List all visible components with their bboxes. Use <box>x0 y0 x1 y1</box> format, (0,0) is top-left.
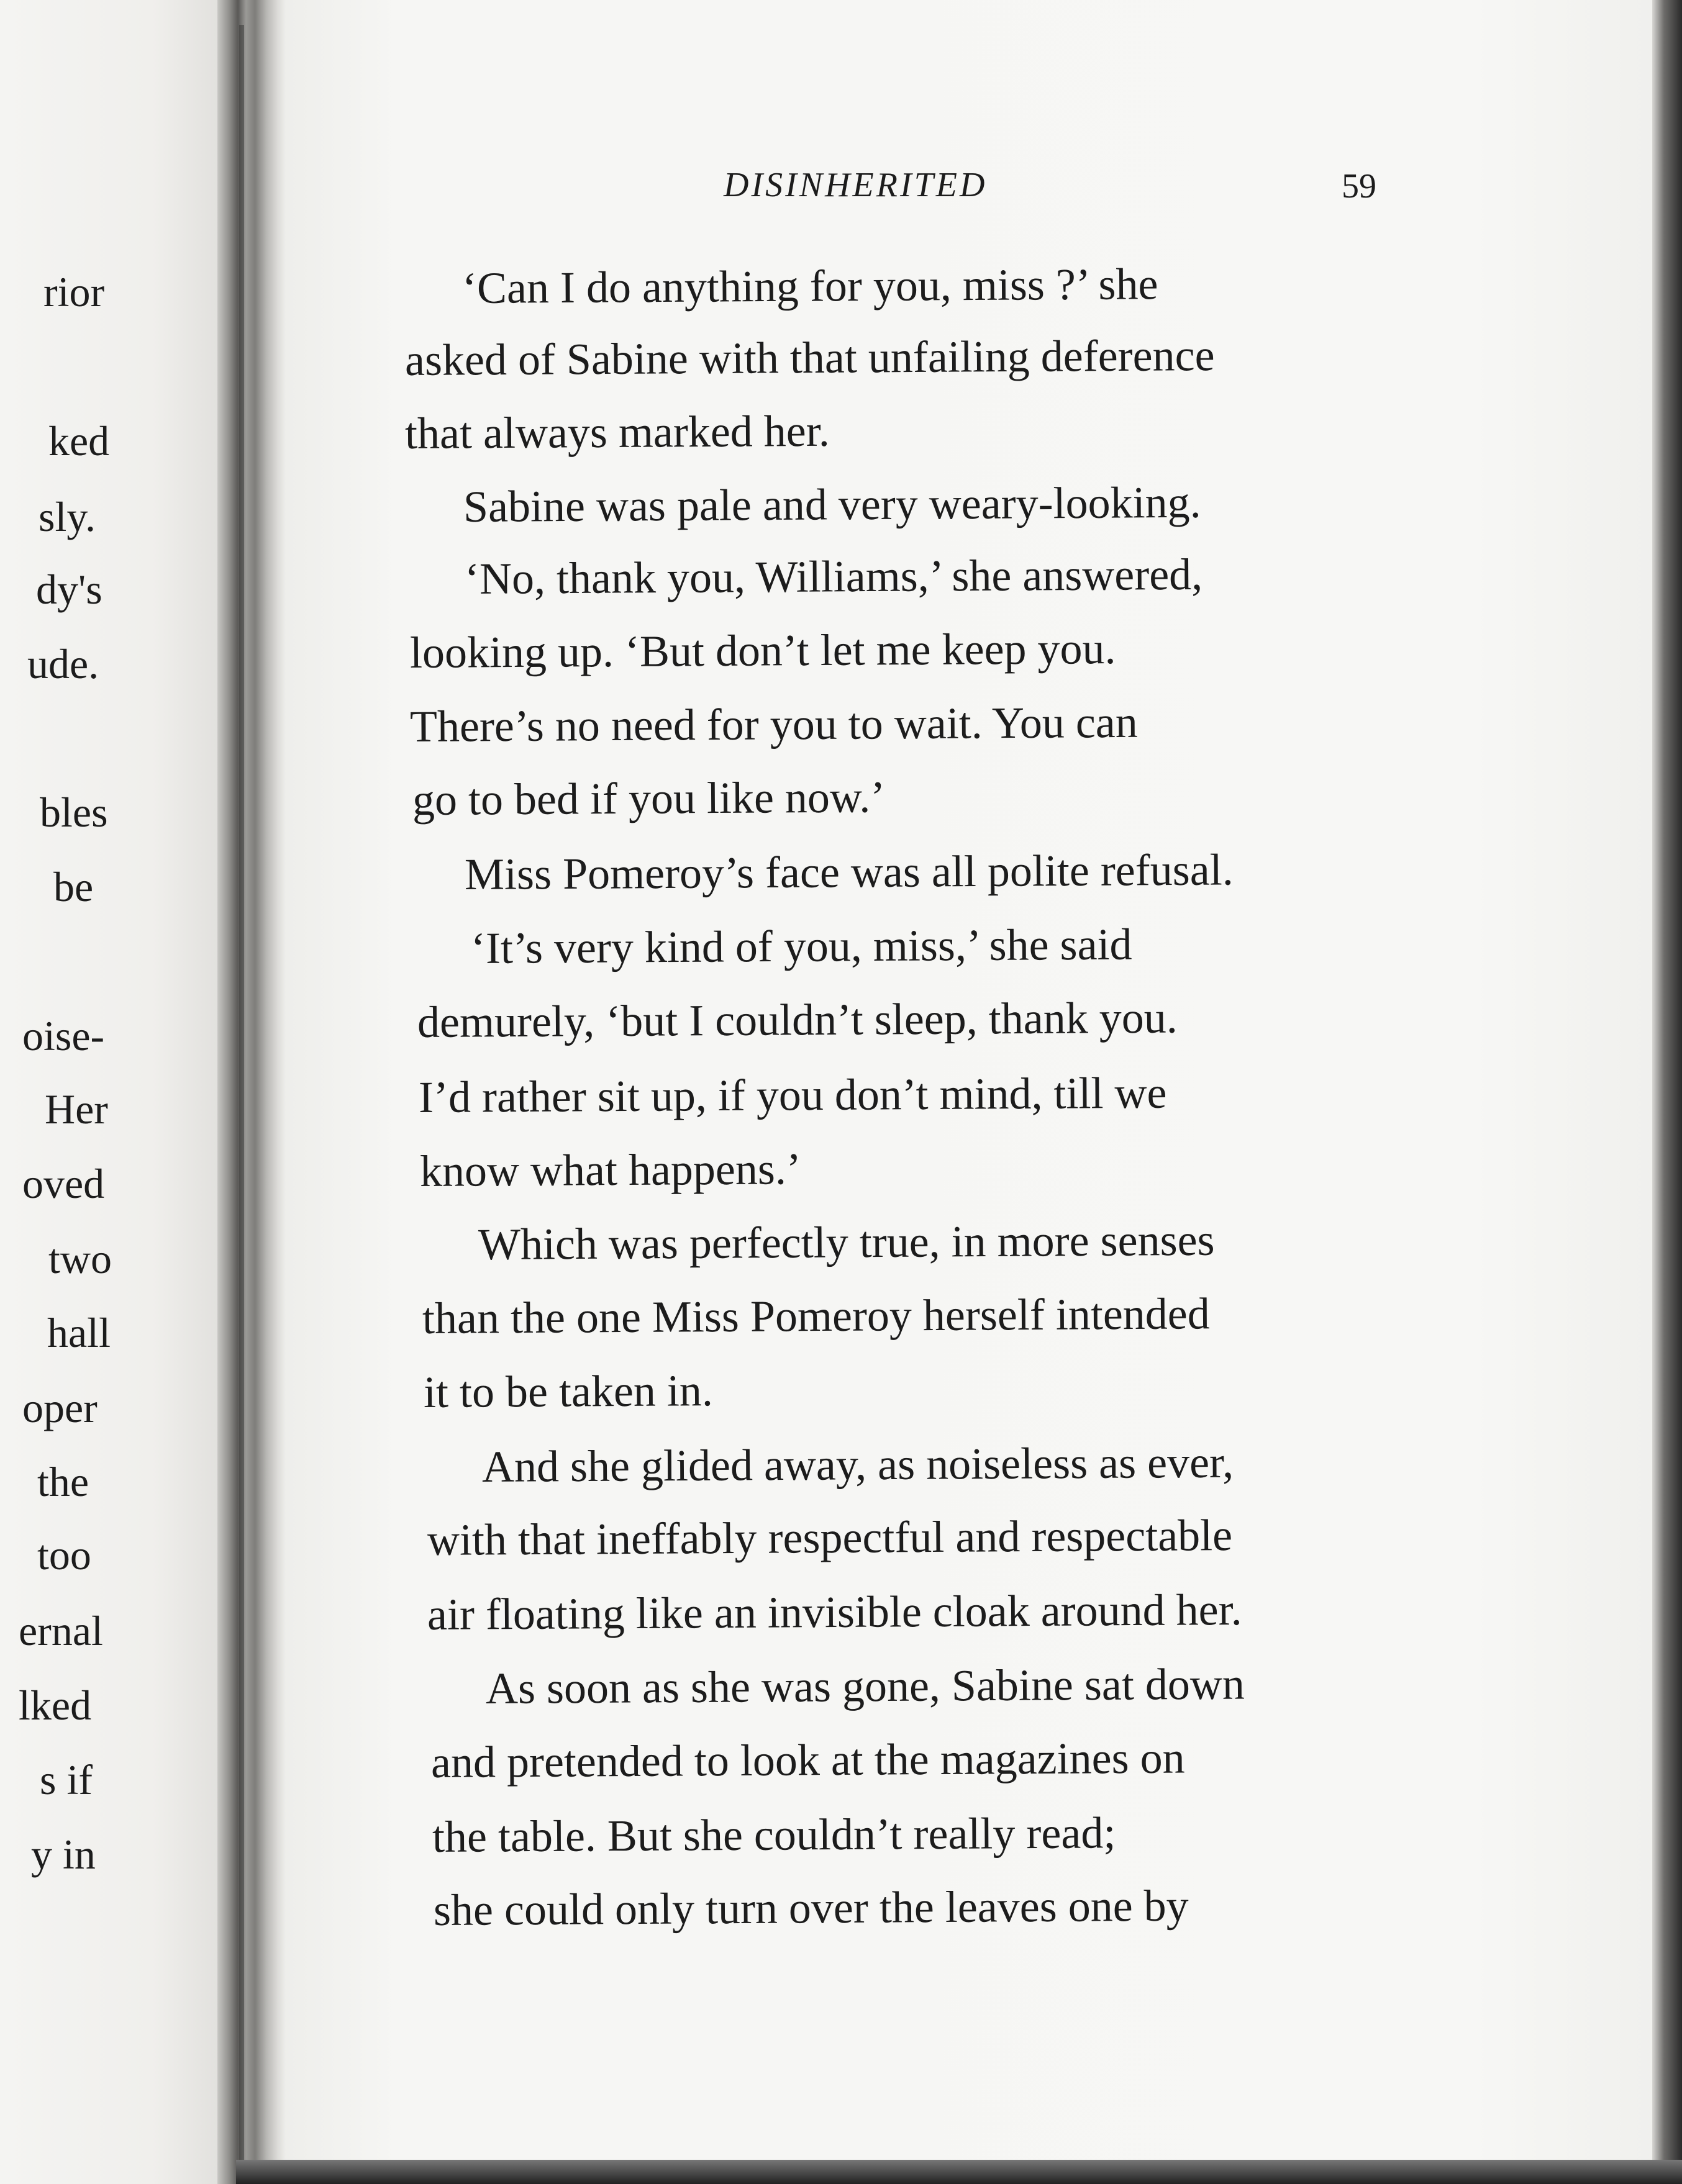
left-line-fragment: too <box>37 1531 91 1579</box>
left-line-fragment: bles <box>40 789 108 836</box>
left-line-fragment: the <box>37 1458 89 1505</box>
left-line-fragment: oved <box>22 1160 105 1207</box>
left-line-fragment: ked <box>48 417 110 464</box>
left-line-fragment: dy's <box>36 566 102 613</box>
scan-right-edge <box>1652 0 1682 2184</box>
left-line-fragment: sly. <box>39 493 96 540</box>
left-line-fragment: Her <box>45 1085 108 1133</box>
text-line: demurely, ‘but I couldn’t sleep, thank you. <box>417 992 1178 1047</box>
text-line: it to be taken in. <box>423 1366 714 1417</box>
text-line: Miss Pomeroy’s face was all polite refusal. <box>464 845 1234 899</box>
page-number: 59 <box>1342 167 1376 206</box>
text-line: ‘It’s very kind of you, miss,’ she said <box>470 919 1132 973</box>
text-line: know what happens.’ <box>419 1144 802 1196</box>
text-line: ‘No, thank you, Williams,’ she answered, <box>464 549 1203 604</box>
left-line-fragment: oper <box>22 1384 98 1431</box>
text-line: I’d rather sit up, if you don’t mind, till we <box>418 1067 1167 1122</box>
left-line-fragment: s if <box>40 1756 93 1803</box>
text-line: And she glided away, as noiseless as ever, <box>481 1437 1234 1492</box>
text-line: air floating like an invisible cloak around her. <box>427 1584 1242 1639</box>
text-line: with that ineffably respectful and respectable <box>427 1510 1233 1565</box>
text-line: than the one Miss Pomeroy herself intended <box>422 1289 1210 1343</box>
book-gutter-shadow <box>217 0 286 2184</box>
left-line-fragment: two <box>48 1235 112 1282</box>
text-line: As soon as she was gone, Sabine sat down <box>485 1659 1245 1713</box>
text-line: and pretended to look at the magazines on <box>430 1733 1185 1787</box>
running-title: DISINHERITED <box>724 166 988 204</box>
text-line: that always marked her. <box>404 406 830 458</box>
scan-bottom-edge <box>236 2160 1682 2184</box>
text-line: Sabine was pale and very weary-looking. <box>463 477 1201 532</box>
left-line-fragment: ernal <box>19 1607 103 1654</box>
left-line-fragment: y in <box>31 1831 96 1878</box>
left-line-fragment: lked <box>19 1682 92 1729</box>
left-line-fragment: be <box>53 863 94 910</box>
text-line: Which was perfectly true, in more senses <box>478 1215 1215 1269</box>
text-line: the table. But she couldn’t really read; <box>432 1808 1116 1862</box>
left-line-fragment: hall <box>47 1309 111 1356</box>
text-line: looking up. ‘But don’t let me keep you. <box>409 623 1116 677</box>
left-facing-page <box>0 0 217 2184</box>
left-line-fragment: ude. <box>27 640 99 687</box>
text-line: go to bed if you like now.’ <box>412 772 886 825</box>
text-line: she could only turn over the leaves one by <box>433 1880 1189 1935</box>
left-line-fragment: oise- <box>22 1012 105 1059</box>
text-line: There’s no need for you to wait. You can <box>409 697 1138 751</box>
text-line: ‘Can I do anything for you, miss ?’ she <box>461 259 1158 313</box>
binding-fold-line <box>239 25 244 2161</box>
left-line-fragment: rior <box>43 268 105 315</box>
text-line: asked of Sabine with that unfailing deference <box>404 330 1215 385</box>
